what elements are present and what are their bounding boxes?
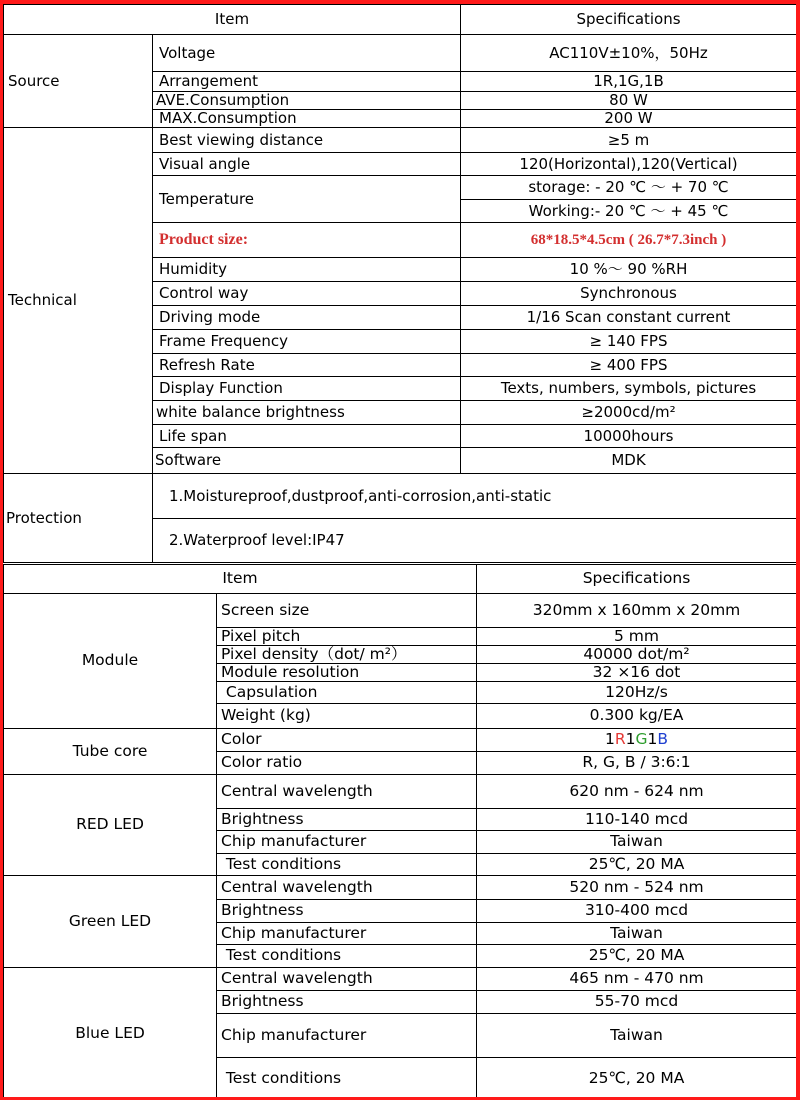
row-item: Best viewing distance [153, 128, 461, 153]
row-item: Humidity [153, 258, 461, 282]
row-value: 620 nm - 624 nm [477, 775, 796, 809]
row-item: Weight (kg) [217, 704, 477, 729]
row-value: 5 mm [477, 628, 796, 646]
row-item: Test conditions [217, 945, 477, 968]
group-blue-led: Blue LED [4, 968, 217, 1098]
table-row [4, 594, 797, 628]
row-item: Brightness [217, 991, 477, 1014]
row-item: Chip manufacturer [217, 1014, 477, 1058]
header-item: Item [4, 565, 477, 594]
table-row [4, 968, 797, 991]
table-row [4, 474, 797, 519]
row-value: 1R,1G,1B [461, 72, 797, 92]
row-item-product-size: Product size: [153, 223, 461, 258]
color-letter-r: R [614, 730, 626, 749]
table-header-row [4, 565, 797, 594]
row-value: 55-70 mcd [477, 991, 796, 1014]
color-num-3: 1 [647, 730, 658, 749]
table-row [4, 729, 797, 752]
row-value: Synchronous [461, 282, 797, 306]
row-value-product-size: 68*18.5*4.5cm ( 26.7*7.3inch ) [461, 223, 797, 258]
row-value: storage: - 20 ℃ ～ + 70 ℃ [461, 176, 797, 200]
row-item: Color [217, 729, 477, 752]
row-value: Taiwan [477, 923, 796, 945]
row-item: Color ratio [217, 752, 477, 775]
row-item: Driving mode [153, 306, 461, 330]
row-item: Control way [153, 282, 461, 306]
row-value: Taiwan [477, 1014, 796, 1058]
group-software: Software [153, 448, 461, 474]
row-value: 320mm x 160mm x 20mm [477, 594, 796, 628]
row-value: 110-140 mcd [477, 809, 796, 831]
color-num-2: 1 [625, 730, 636, 749]
group-red-led: RED LED [4, 775, 217, 876]
row-value: 10 %～ 90 %RH [461, 258, 797, 282]
row-value: Taiwan [477, 831, 796, 854]
row-value: Working:- 20 ℃ ～ + 45 ℃ [461, 200, 797, 223]
row-value: 25℃, 20 MA [477, 854, 796, 876]
row-value: Texts, numbers, symbols, pictures [461, 377, 797, 401]
protection-line: 1.Moistureproof,dustproof,anti-corrosion,anti-static [153, 474, 797, 519]
row-value: 465 nm - 470 nm [477, 968, 796, 991]
row-item: Central wavelength [217, 876, 477, 900]
row-item: Module resolution [217, 664, 477, 682]
row-value: 32 ×16 dot [477, 664, 796, 682]
row-item: Brightness [217, 809, 477, 831]
table-header-row [4, 5, 797, 35]
row-item: Pixel density（dot/ m²） [217, 646, 477, 664]
general-spec-table [3, 4, 796, 563]
row-value: 10000hours [461, 425, 797, 448]
header-spec: Specifications [461, 5, 797, 35]
color-letter-b: B [657, 730, 669, 749]
row-value: 25℃, 20 MA [477, 945, 796, 968]
row-item: MAX.Consumption [153, 110, 461, 128]
row-value: 80 W [461, 92, 797, 110]
row-value: 25℃, 20 MA [477, 1058, 796, 1098]
group-protection: Protection [4, 474, 153, 563]
table-row [4, 775, 797, 809]
row-value: 40000 dot/m² [477, 646, 796, 664]
row-value: ≥5 m [461, 128, 797, 153]
row-item: Chip manufacturer [217, 831, 477, 854]
protection-line: 2.Waterproof level:IP47 [153, 519, 797, 563]
spec-sheet [3, 4, 796, 1097]
row-value: AC110V±10%，50Hz [461, 35, 797, 72]
row-item: Visual angle [153, 153, 461, 176]
row-item: Central wavelength [217, 968, 477, 991]
row-value: ≥ 400 FPS [461, 354, 797, 377]
row-item: Life span [153, 425, 461, 448]
table-row [4, 35, 797, 72]
row-value: ≥ 140 FPS [461, 330, 797, 354]
group-tube-core: Tube core [4, 729, 217, 775]
row-value: 310-400 mcd [477, 900, 796, 923]
row-item: Capsulation [217, 682, 477, 704]
row-item: Frame Frequency [153, 330, 461, 354]
row-item: Display Function [153, 377, 461, 401]
group-module: Module [4, 594, 217, 729]
row-item: Central wavelength [217, 775, 477, 809]
row-item: Brightness [217, 900, 477, 923]
row-value: 0.300 kg/EA [477, 704, 796, 729]
row-value: ≥2000cd/m² [461, 401, 797, 425]
color-letter-g: G [635, 730, 648, 749]
row-value: 200 W [461, 110, 797, 128]
row-item: Chip manufacturer [217, 923, 477, 945]
group-technical: Technical [4, 128, 153, 474]
group-source: Source [4, 35, 153, 128]
row-item: AVE.Consumption [153, 92, 461, 110]
row-value-color [477, 729, 796, 752]
row-item: Arrangement [153, 72, 461, 92]
software-value: MDK [461, 448, 797, 474]
header-item: Item [4, 5, 461, 35]
row-item: Test conditions [217, 854, 477, 876]
table-row [4, 876, 797, 900]
row-value: 1/16 Scan constant current [461, 306, 797, 330]
row-item: Test conditions [217, 1058, 477, 1098]
module-spec-table [3, 564, 796, 1097]
row-value: 120(Horizontal),120(Vertical) [461, 153, 797, 176]
row-item: Temperature [153, 176, 461, 223]
table-row [4, 128, 797, 153]
row-item: Refresh Rate [153, 354, 461, 377]
header-spec: Specifications [477, 565, 796, 594]
row-item: Voltage [153, 35, 461, 72]
row-value: 520 nm - 524 nm [477, 876, 796, 900]
row-item: white balance brightness [153, 401, 461, 425]
row-value: 120Hz/s [477, 682, 796, 704]
row-item: Pixel pitch [217, 628, 477, 646]
row-item: Screen size [217, 594, 477, 628]
group-green-led: Green LED [4, 876, 217, 968]
color-num-1: 1 [604, 730, 615, 749]
row-value: R, G, B / 3:6:1 [477, 752, 796, 775]
